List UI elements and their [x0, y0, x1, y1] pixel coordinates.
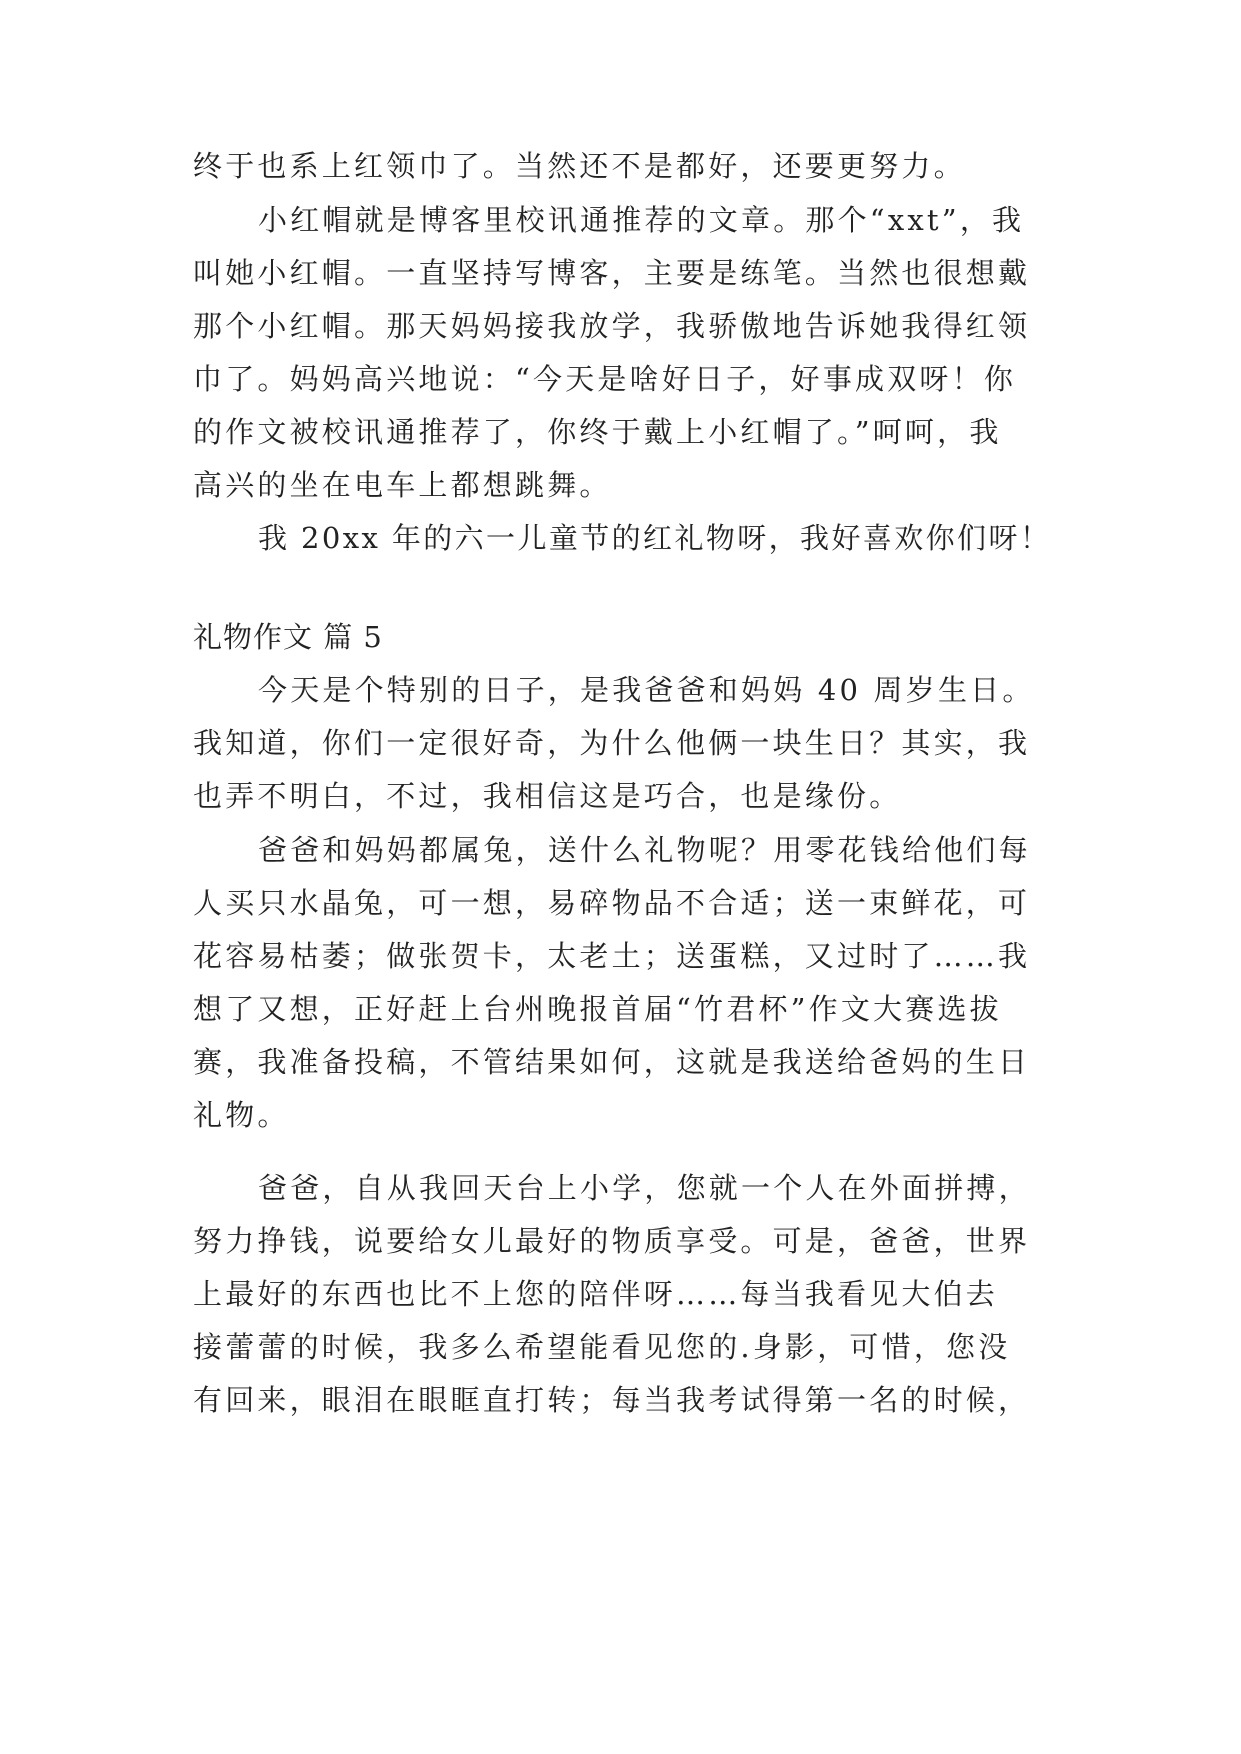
paragraph-line: 叫她小红帽。一直坚持写博客，主要是练笔。当然也很想戴 [193, 256, 1031, 290]
paragraph-line: 爸爸，自从我回天台上小学，您就一个人在外面拼搏， [258, 1171, 1031, 1205]
paragraph-line: 赛，我准备投稿，不管结果如何，这就是我送给爸妈的生日 [193, 1045, 1031, 1079]
paragraph-line: 那个小红帽。那天妈妈接我放学，我骄傲地告诉她我得红领 [193, 309, 1031, 343]
paragraph-line: 爸爸和妈妈都属兔，送什么礼物呢？用零花钱给他们每 [258, 833, 1031, 867]
paragraph-line: 想了又想，正好赶上台州晚报首届“竹君杯”作文大赛选拔 [193, 992, 1002, 1026]
paragraph-line: 的作文被校讯通推荐了，你终于戴上小红帽了。”呵呵，我 [193, 415, 1002, 449]
paragraph-line: 我知道，你们一定很好奇，为什么他俩一块生日？其实，我 [193, 726, 1031, 760]
paragraph-line: 终于也系上红领巾了。当然还不是都好，还要更努力。 [193, 149, 966, 183]
paragraph-line: 小红帽就是博客里校讯通推荐的文章。那个“xxt”，我 [258, 203, 1025, 237]
section-heading: 礼物作文 篇 5 [193, 620, 383, 654]
paragraph-line: 有回来，眼泪在眼眶直打转；每当我考试得第一名的时候， [193, 1383, 1031, 1417]
paragraph-line: 礼物。 [193, 1098, 290, 1132]
paragraph-line: 努力挣钱，说要给女儿最好的物质享受。可是，爸爸，世界 [193, 1224, 1031, 1258]
paragraph-line: 也弄不明白，不过，我相信这是巧合，也是缘份。 [193, 779, 902, 813]
paragraph-line: 人买只水晶兔，可一想，易碎物品不合适；送一束鲜花，可 [193, 886, 1031, 920]
paragraph-line: 今天是个特别的日子，是我爸爸和妈妈 40 周岁生日。 [258, 673, 1035, 707]
paragraph-line: 巾了。妈妈高兴地说：“今天是啥好日子，好事成双呀！你 [193, 362, 1017, 396]
paragraph-line: 上最好的东西也比不上您的陪伴呀……每当我看见大伯去 [193, 1277, 999, 1311]
paragraph-line: 花容易枯萎；做张贺卡，太老土；送蛋糕，又过时了……我 [193, 939, 1031, 973]
paragraph-line: 我 20xx 年的六一儿童节的红礼物呀，我好喜欢你们呀！ [258, 521, 1052, 555]
paragraph-line: 接蕾蕾的时候，我多么希望能看见您的.身影，可惜，您没 [193, 1330, 1011, 1364]
paragraph-line: 高兴的坐在电车上都想跳舞。 [193, 468, 612, 502]
